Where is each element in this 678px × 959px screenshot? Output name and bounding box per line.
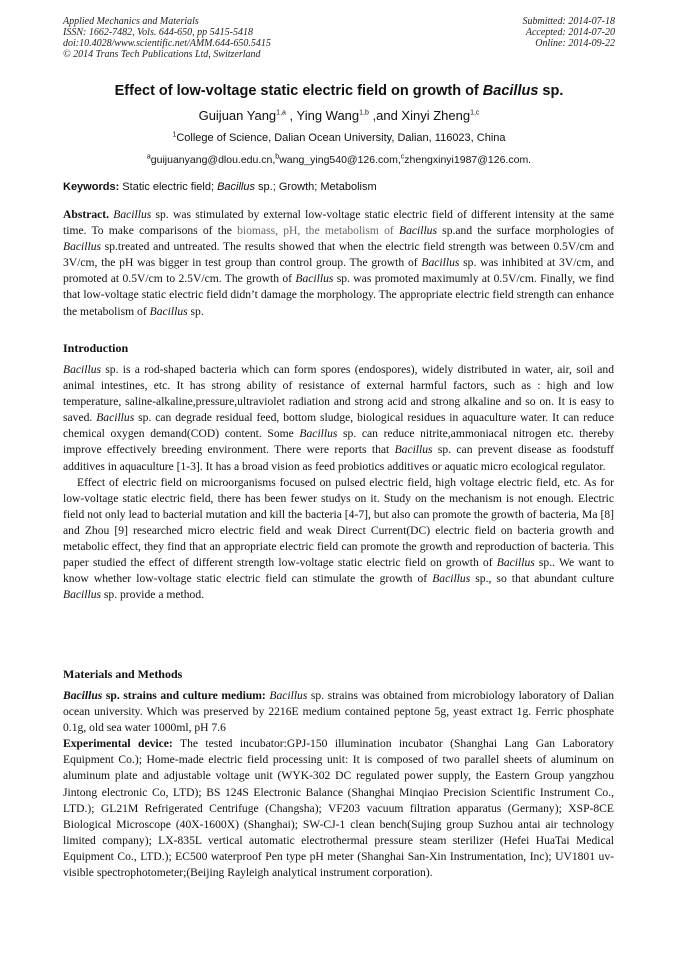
paragraph-text: sp. can degrade residual feed, bottom sludge, biological residues in aquaculture water. It can reduce chemical oxygen demand(COD) content. Some [63, 411, 614, 441]
paragraph-text: sp. provide a method. [101, 588, 205, 602]
affiliation-marker: 1 [172, 131, 177, 139]
subsection-label: Experimental device: [63, 737, 173, 751]
journal-header-left [63, 16, 271, 60]
email-marker: c [400, 153, 405, 161]
abstract-text: sp. was promoted maximumly at 0.5V/cm. Finally, we find that low-voltage static electric field didn’t damage the morphology. The appropriate electric field strength can enhance the metabolism of [63, 272, 614, 318]
species-name: Bacillus [299, 427, 338, 441]
author-marker: 1,a [276, 109, 286, 117]
species-name: Bacillus [63, 363, 101, 376]
email-list [0, 154, 678, 166]
doi-line: doi:10.4028/www.scientific.net/AMM.644-650.5415 [63, 38, 271, 49]
abstract-text: sp.treated and untreated. The results showed that when the electric field strength was between 0.5V/cm and 3V/cm, the pH was bigger in test group than control group. The growth of [63, 240, 614, 270]
keywords-text: Static electric field; [119, 181, 218, 193]
paragraph-text: sp.. We want to know whether low-voltage static electric field can stimulate the growth of [63, 556, 614, 586]
email-marker: a [146, 153, 151, 161]
paragraph-text: sp. can prevent disease as foodstuff additives in aquaculture [1-3]. It has a broad vision as feed probiotics additives or aquatic micro ecological regulator. [63, 443, 614, 473]
author-marker: 1,b [359, 109, 369, 117]
methods-body [63, 688, 614, 881]
abstract-text: sp.and the surface morphologies of [436, 224, 614, 238]
keywords-label: Keywords: [63, 181, 120, 193]
abstract-label: Abstract. [63, 208, 110, 221]
species-name: Bacillus [398, 224, 437, 238]
keywords-text: sp.; Growth; Metabolism [254, 181, 377, 193]
author-marker: 1,c [470, 109, 480, 117]
subsection-label: sp. strains and culture medium: [102, 689, 266, 702]
affiliation-text: College of Science, Dalian Ocean University, Dalian, 116023, China [176, 132, 506, 144]
copyright-line: © 2014 Trans Tech Publications Ltd, Switzerland [63, 49, 261, 60]
species-name: Bacillus [63, 689, 103, 702]
species-name: Bacillus [63, 588, 101, 602]
methods-paragraph [63, 736, 614, 881]
abstract-text: sp. was inhibited at 3V/cm, and promoted at 0.5V/cm to 2.5V/cm. The growth of [63, 256, 614, 286]
author-list [0, 108, 678, 123]
paragraph-text: sp., so that abundant culture [470, 572, 614, 586]
species-name: Bacillus [394, 443, 433, 457]
species-name: Bacillus [421, 256, 460, 270]
paragraph-text: Effect of electric field on microorganisms focused on pulsed electric field, high voltage electric field, etc. As for low-voltage static electric field, there has been fewer studys on it. Study on the mechanism is not enough. Electric field not only lead to bacterial mutation and kill the bacteria [4-7], but also can promote the growth of bacteria, Ma [8] and Zhou [9] researched micro electric field and weak Direct Current(DC) electric field on bacteria growth and metabolic effect, they find that an appropriate electric field can promote the growth and reproduction of bacteria. This paper studied the effect of different strength low-voltage static electric field on growth of [63, 475, 614, 570]
species-name: Bacillus [432, 572, 471, 586]
accepted-date: Accepted: 2014-07-20 [525, 27, 615, 38]
title-suffix: sp. [538, 83, 564, 99]
title-species: Bacillus [482, 83, 539, 99]
author-name: and Xinyi Zheng [376, 108, 471, 123]
paper-title [0, 83, 678, 99]
author-separator: , [368, 108, 377, 123]
species-name: Bacillus [496, 556, 535, 570]
keywords [63, 181, 377, 193]
affiliation [0, 132, 678, 144]
species-name: Bacillus [96, 411, 135, 425]
submitted-date: Submitted: 2014-07-18 [522, 16, 615, 27]
author-separator: , [285, 108, 297, 123]
email-marker: b [275, 153, 280, 161]
email-address[interactable]: zhengxinyi1987@126.com. [404, 154, 532, 166]
methods-heading: Materials and Methods [63, 667, 183, 681]
methods-paragraph [63, 688, 614, 736]
abstract-text: sp. [187, 304, 204, 318]
paragraph-text: sp. can reduce nitrite,ammoniacal nitrogen etc. thereby improve effectively breeding environment. There were reports that [63, 427, 615, 457]
paragraph-text: The tested incubator:GPJ-150 illumination incubator (Shanghai Lang Gan Laboratory Equipment Co.); Home-made electric field processing unit: It is composed of two parallel sheets of aluminum on aluminum plate and adjustable voltage unit (WYK-302 DC regulated power supply, the Eastern Group yangzhou Jintong electronic Co, LTD); BS 124S Electronic Balance (Shanghai Minqiao Precision Scientific Instrument Co., LTD.); GL21M Refrigerated Centrifuge (Changsha); VF203 vacuum filtration apparatus (Germany); XSP-8CE Biological Microscope (40X-1600X) (Shanghai); SW-CJ-1 clean bench(Sujing group Suzhou antai air technology limited company); LX-835L vertical automatic electrothermal pressure steam sterilizer (Hefei HuaTai Medical Equipment Co., LTD.); EC500 waterproof Pen type pH meter (Shanghai San-Xin Instrumentation, Inc); UV1801 uv-visible spectrophotometer;(Beijing Rayleigh analytical instrument corporation). [63, 737, 614, 880]
introduction-heading: Introduction [63, 341, 129, 355]
title-text: Effect of low-voltage static electric field on growth of [114, 83, 483, 99]
abstract [63, 207, 614, 320]
author-name: Ying Wang [296, 108, 360, 123]
species-name: Bacillus [149, 304, 188, 318]
keywords-species: Bacillus [217, 181, 255, 193]
abstract-text: biomass, pH, the metabolism of [237, 224, 394, 238]
abstract-text: sp. was stimulated by external low-voltage static electric field of different intensity at the same time. To make comparisons of the [63, 208, 614, 238]
introduction-paragraph [63, 475, 614, 604]
author-name: Guijuan Yang [198, 108, 277, 123]
paragraph-text: sp. is a rod-shaped bacteria which can form spores (endospores), widely distributed in water, air, soil and animal intestines, etc. It has strong ability of resistance of external harmful factors, such as : high and low temperature, saline-alkaline,pressure,ultraviolet radiation and strong acid and strong alkaline and so on. It is easy to saved. [63, 363, 614, 425]
issn-line: ISSN: 1662-7482, Vols. 644-650, pp 5415-5418 [63, 27, 253, 38]
introduction-paragraph [63, 362, 614, 475]
species-name: Bacillus [63, 240, 101, 254]
introduction-body [63, 362, 614, 603]
species-name: Bacillus [295, 272, 334, 286]
email-address[interactable]: wang_ying540@126.com, [279, 154, 401, 166]
online-date: Online: 2014-09-22 [535, 38, 615, 49]
journal-name: Applied Mechanics and Materials [63, 16, 199, 27]
species-name: Bacillus [269, 689, 308, 702]
species-name: Bacillus [113, 208, 152, 221]
journal-header-right [523, 16, 616, 49]
email-address[interactable]: guijuanyang@dlou.edu.cn, [150, 154, 276, 166]
paragraph-text: sp. strains was obtained from microbiology laboratory of Dalian ocean university. Which was preserved by 2216E medium contained peptone 5g, yeast extract 1g. Ferric phosphate 0.1g, old sea water 1000ml, pH 7.6 [63, 689, 614, 735]
